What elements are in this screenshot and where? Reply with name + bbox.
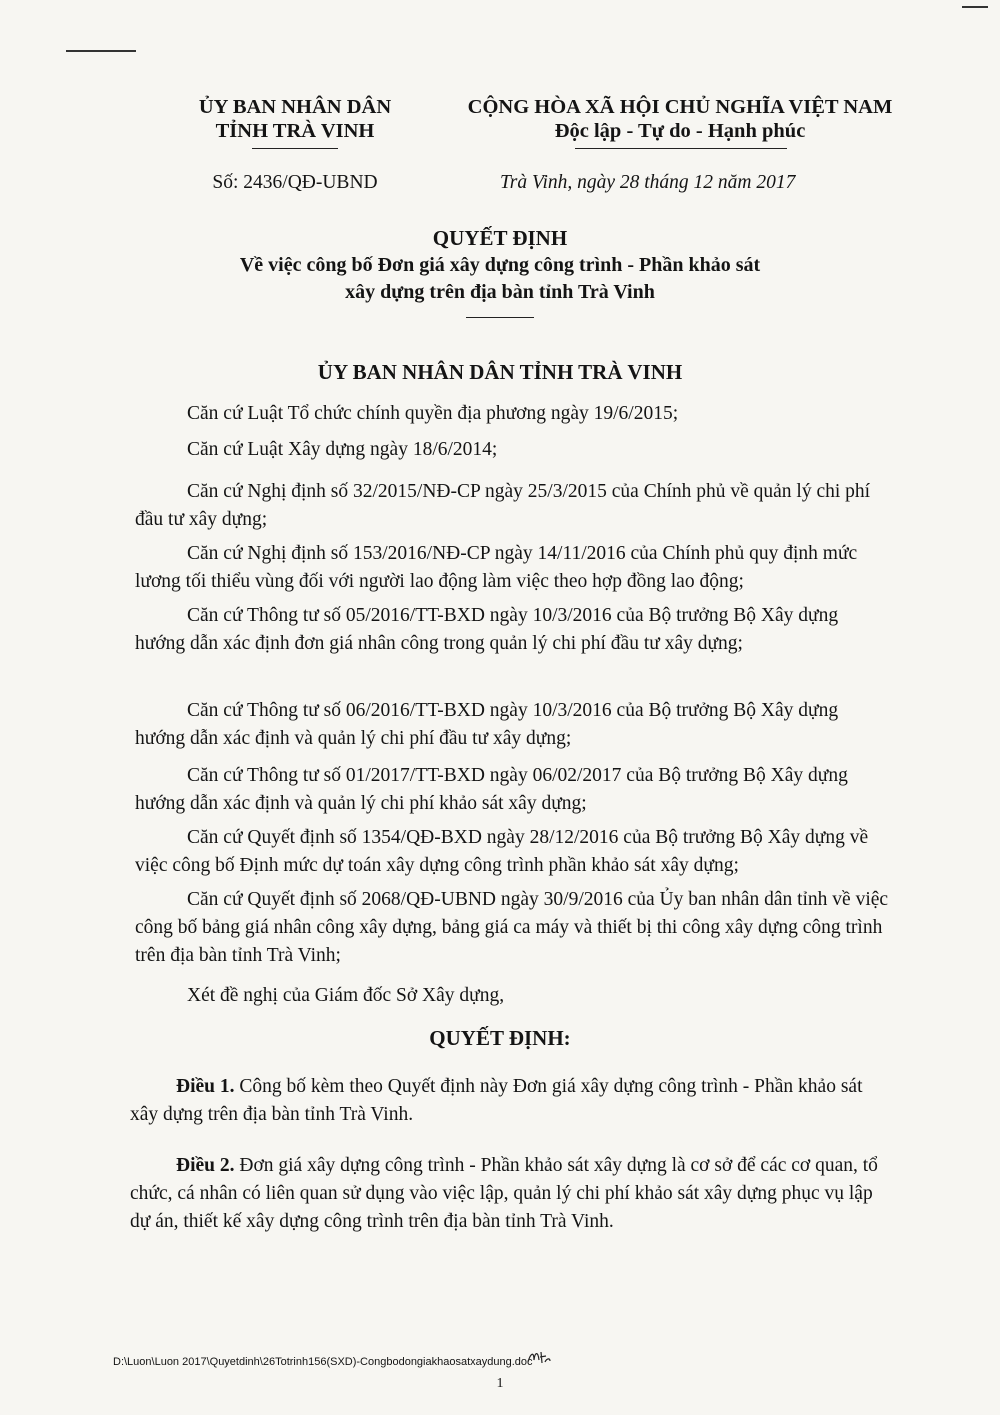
legal-basis: Xét đề nghị của Giám đốc Sở Xây dựng, <box>187 985 505 1006</box>
legal-basis: Căn cứ Thông tư số 01/2017/TT-BXD ngày 06/02/2017 của Bộ trưởng Bộ Xây dựng hướng dẫn xác định và quản lý chi phí khảo sát xây dựng; <box>135 765 848 814</box>
article-label: Điều 1. <box>176 1076 235 1097</box>
handwritten-initials <box>526 1348 552 1368</box>
legal-basis: Căn cứ Luật Tổ chức chính quyền địa phương ngày 19/6/2015; <box>187 403 679 424</box>
legal-basis: Căn cứ Nghị định số 153/2016/NĐ-CP ngày 14/11/2016 của Chính phủ quy định mức lương tối thiểu vùng đối với người lao động làm việc theo hợp đồng lao động; <box>135 543 858 592</box>
article-text: Đơn giá xây dựng công trình - Phần khảo sát xây dựng là cơ sở để các cơ quan, tổ chức, cá nhân có liên quan sử dụng vào việc lập, quản lý chi phí khảo sát xây dựng phục vụ lập dự án, thiết kế xây dựng công trình trên địa bàn tỉnh Trà Vinh. <box>130 1155 878 1232</box>
national-motto: Độc lập - Tự do - Hạnh phúc <box>554 120 806 142</box>
scan-mark <box>66 50 136 52</box>
legal-basis: Căn cứ Thông tư số 06/2016/TT-BXD ngày 10/3/2016 của Bộ trưởng Bộ Xây dựng hướng dẫn xác định và quản lý chi phí đầu tư xây dựng; <box>135 700 839 749</box>
agency-name: ỦY BAN NHÂN DÂN <box>198 96 392 118</box>
national-title: CỘNG HÒA XÃ HỘI CHỦ NGHĨA VIỆT NAM <box>467 96 893 118</box>
legal-basis: Căn cứ Quyết định số 2068/QĐ-UBND ngày 30/9/2016 của Ủy ban nhân dân tỉnh về việc công bố bảng giá nhân công xây dựng, bảng giá ca máy và thiết bị thi công xây dựng công trình trên địa bàn tỉnh Trà Vinh; <box>135 889 889 966</box>
article-2 <box>130 1152 890 1236</box>
decision-heading: QUYẾT ĐỊNH: <box>429 1026 571 1050</box>
province-name: TỈNH TRÀ VINH <box>215 120 375 142</box>
page-number: 1 <box>496 1376 504 1391</box>
legal-basis: Căn cứ Thông tư số 05/2016/TT-BXD ngày 10/3/2016 của Bộ trưởng Bộ Xây dựng hướng dẫn xác định đơn giá nhân công trong quản lý chi phí đầu tư xây dựng; <box>135 605 839 654</box>
place-date: Trà Vinh, ngày 28 tháng 12 năm 2017 <box>500 172 796 193</box>
legal-basis: Căn cứ Luật Xây dựng ngày 18/6/2014; <box>187 439 498 460</box>
document-number: Số: 2436/QĐ-UBND <box>212 172 378 193</box>
document-subject-line2: xây dựng trên địa bàn tỉnh Trà Vinh <box>345 281 655 303</box>
article-text: Công bố kèm theo Quyết định này Đơn giá xây dựng công trình - Phần khảo sát xây dựng trên địa bàn tỉnh Trà Vinh. <box>130 1076 863 1125</box>
header-left-rule <box>252 148 338 149</box>
file-path: D:\Luon\Luon 2017\Quyetdinh\26Totrinh156(SXD)-Congbodongiakhaosatxaydung.doc <box>113 1356 533 1368</box>
document-title: QUYẾT ĐỊNH <box>432 226 568 250</box>
legal-basis: Căn cứ Quyết định số 1354/QĐ-BXD ngày 28/12/2016 của Bộ trưởng Bộ Xây dựng về việc công bố Định mức dự toán xây dựng công trình phần khảo sát xây dựng; <box>135 827 869 876</box>
document-subject-line1: Về việc công bố Đơn giá xây dựng công trình - Phần khảo sát <box>239 254 761 276</box>
scan-mark <box>962 6 988 8</box>
article-1 <box>130 1073 890 1129</box>
issuing-authority: ỦY BAN NHÂN DÂN TỈNH TRÀ VINH <box>317 360 683 384</box>
article-label: Điều 2. <box>176 1155 235 1176</box>
header-right-rule <box>575 148 787 149</box>
title-rule <box>466 317 534 318</box>
legal-basis: Căn cứ Nghị định số 32/2015/NĐ-CP ngày 25/3/2015 của Chính phủ về quản lý chi phí đầu tư xây dựng; <box>135 481 871 530</box>
